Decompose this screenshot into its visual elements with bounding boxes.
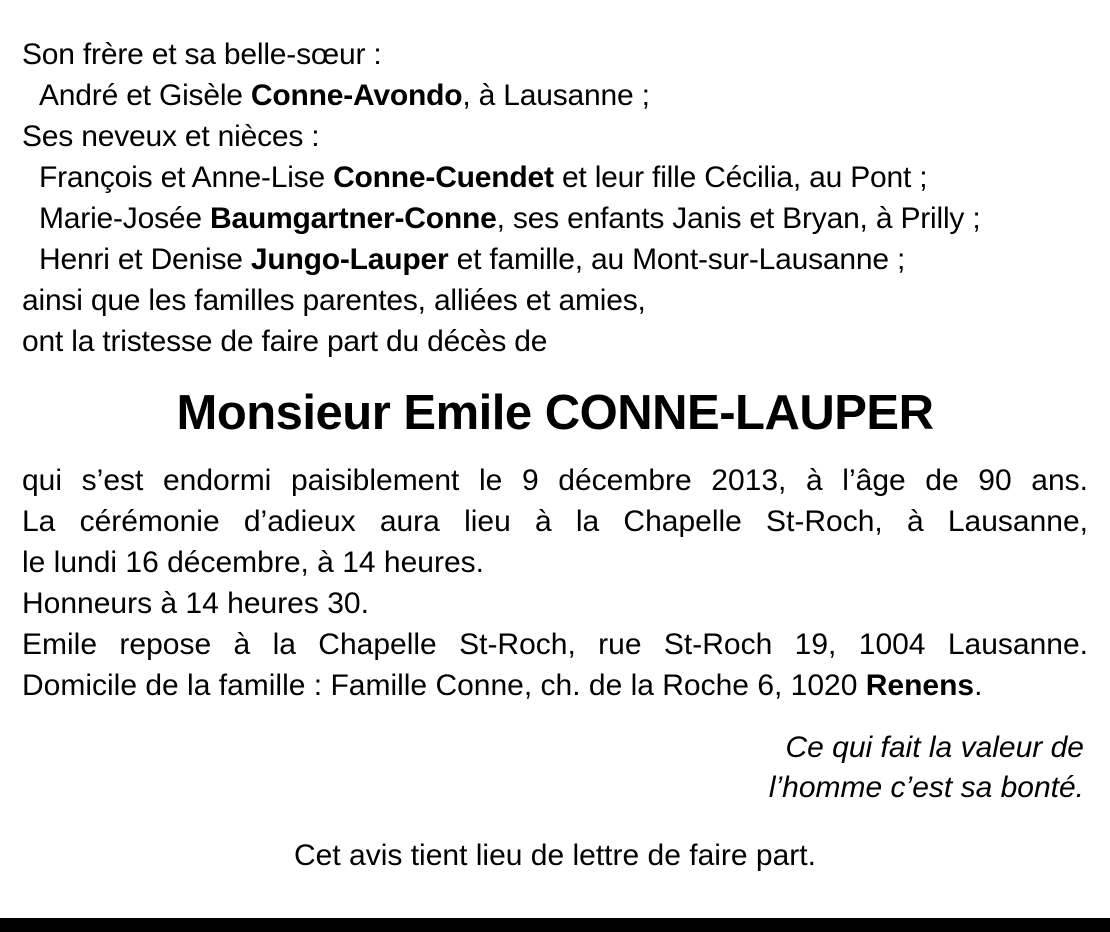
notice-line (22, 280, 1088, 321)
text-segment: Marie-Josée (39, 202, 210, 235)
text-segment: François et Anne-Lise (39, 161, 334, 194)
family-name: Renens (865, 669, 975, 702)
notice-line (22, 542, 1088, 583)
notice-line (22, 624, 1088, 665)
notice-line (22, 198, 1088, 239)
text-segment: le lundi 16 décembre, à 14 heures. (22, 546, 484, 579)
family-name: Baumgartner-Conne (210, 202, 497, 235)
text-segment: Ses neveux et nièces : (22, 120, 320, 153)
notice-line (22, 665, 1088, 706)
text-segment: Emile repose à la Chapelle St-Roch, rue St-Roch 19, 1004 Lausanne. (22, 628, 1088, 661)
text-segment: Honneurs à 14 heures 30. (22, 587, 369, 620)
quote-line: l’homme c’est sa bonté. (768, 771, 1084, 804)
quote-block (22, 728, 1088, 808)
bottom-rule (0, 918, 1110, 932)
text-segment: , à Lausanne ; (462, 79, 650, 112)
notice-line (22, 501, 1088, 542)
text-segment: André et Gisèle (39, 79, 251, 112)
text-segment: et leur fille Cécilia, au Pont ; (553, 161, 928, 194)
notice-line (22, 34, 1088, 75)
text-segment: La cérémonie d’adieux aura lieu à la Chapelle St-Roch, à Lausanne, (22, 505, 1088, 538)
text-segment: Domicile de la famille : Famille Conne, ch. de la Roche 6, 1020 (22, 669, 866, 702)
notice-line (22, 460, 1088, 501)
notice-line (22, 75, 1088, 116)
notice-line (22, 583, 1088, 624)
text-segment: et famille, au Mont-sur-Lausanne ; (448, 243, 906, 276)
notice-line (22, 157, 1088, 198)
family-name: Conne-Cuendet (333, 161, 554, 194)
text-segment: , ses enfants Janis et Bryan, à Prilly ; (496, 202, 981, 235)
family-name: Conne-Avondo (250, 79, 463, 112)
text-segment: Son frère et sa belle-sœur : (22, 38, 382, 71)
footer-note: Cet avis tient lieu de lettre de faire part. (294, 839, 816, 872)
quote-line: Ce qui fait la valeur de (785, 731, 1084, 764)
text-segment: qui s’est endormi paisiblement le 9 décembre 2013, à l’âge de 90 ans. (22, 464, 1088, 497)
text-segment: ont la tristesse de faire part du décès de (22, 325, 548, 358)
family-intro-block (22, 34, 1088, 362)
notice-line (22, 321, 1088, 362)
text-segment: Henri et Denise (39, 243, 251, 276)
family-name: Jungo-Lauper (250, 243, 449, 276)
text-segment: ainsi que les familles parentes, alliées et amies, (22, 284, 646, 317)
deceased-name-block (22, 384, 1088, 442)
notice-line (22, 116, 1088, 157)
notice-line (22, 239, 1088, 280)
deceased-name: Monsieur Emile CONNE-LAUPER (176, 386, 934, 440)
text-segment: . (974, 669, 983, 702)
ceremony-details-block (22, 460, 1088, 706)
